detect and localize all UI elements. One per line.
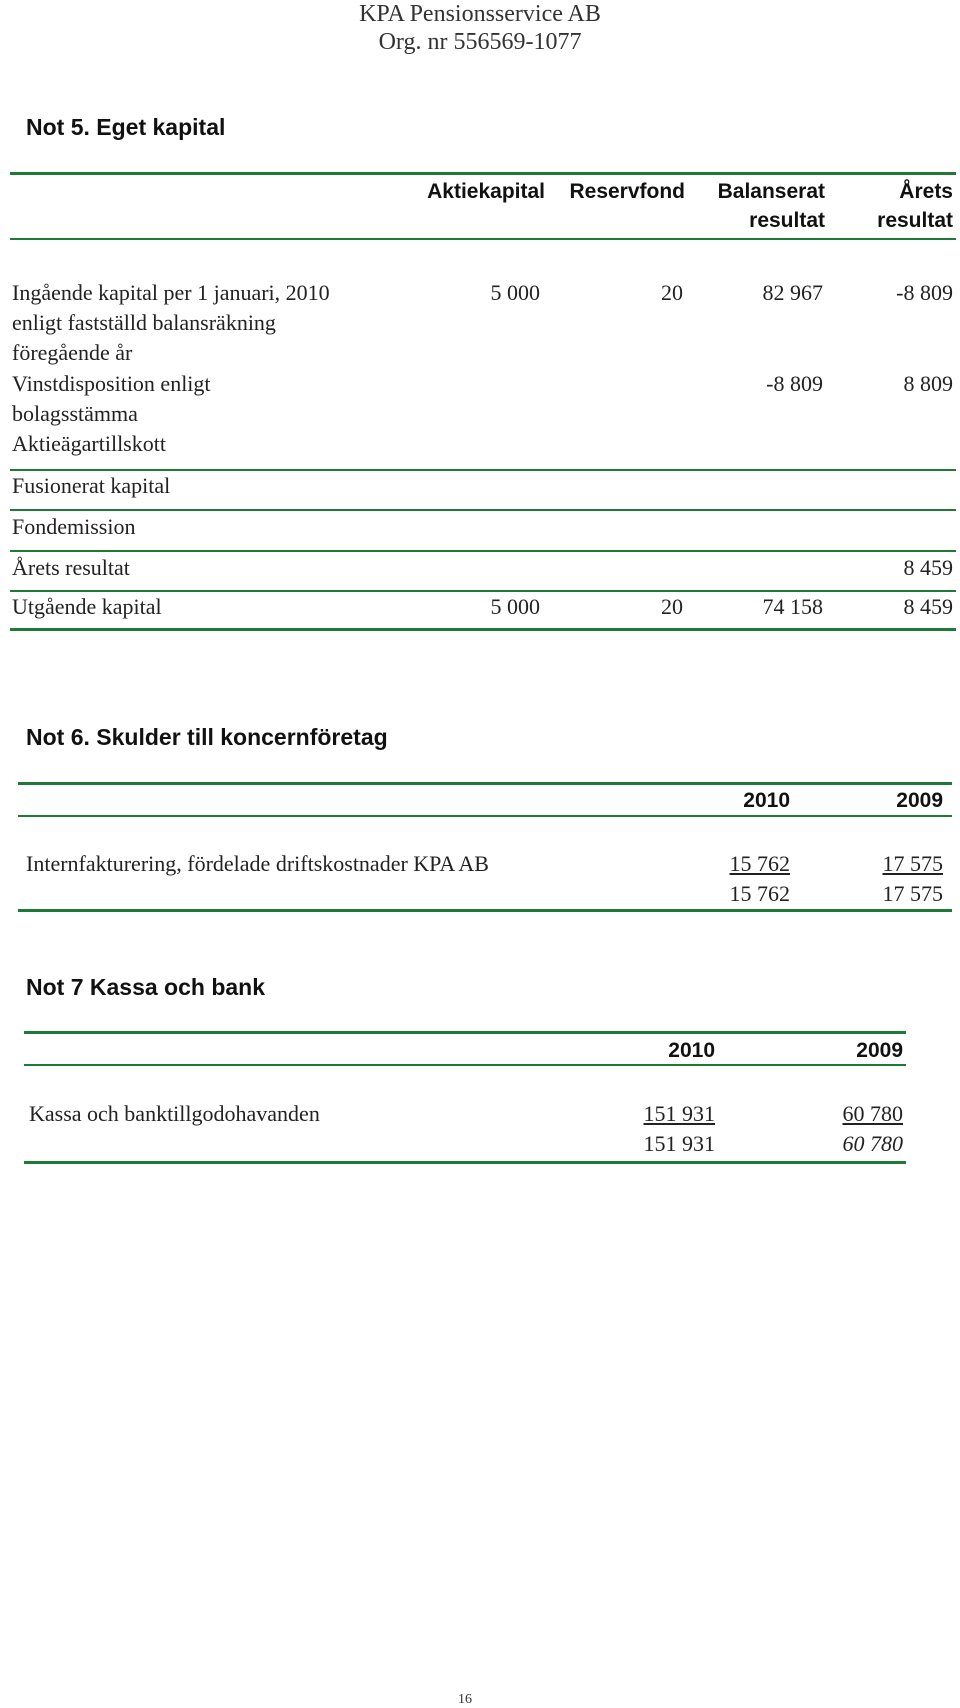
note6-row-2009: 17 575 bbox=[882, 851, 943, 876]
note6-row-2010: 15 762 bbox=[729, 851, 790, 876]
row-fusionerat-label: Fusionerat kapital bbox=[12, 473, 171, 498]
note7-row-label: Kassa och banktillgodohavanden bbox=[29, 1101, 320, 1126]
note5-header-rule bbox=[10, 238, 956, 240]
row-ingaende-label-3: föregående år bbox=[12, 340, 133, 365]
row-utgaende-aktiekapital: 5 000 bbox=[490, 594, 540, 619]
row-arets-resultat-label: Årets resultat bbox=[12, 555, 130, 580]
note6-row-label: Internfakturering, fördelade driftskostnader KPA AB bbox=[26, 851, 489, 876]
note6-col-2009: 2009 bbox=[896, 789, 943, 812]
org-number: Org. nr 556569-1077 bbox=[378, 29, 582, 55]
note5-row-rule bbox=[10, 509, 956, 511]
row-ingaende-label-2: enligt fastställd balansräkning bbox=[12, 310, 276, 335]
row-vinstdisposition-label-1: Vinstdisposition enligt bbox=[12, 371, 211, 396]
note6-bottom-rule bbox=[18, 909, 952, 912]
note5-bottom-rule bbox=[10, 628, 956, 631]
note7-col-2009: 2009 bbox=[856, 1039, 903, 1062]
row-utgaende-balanserat: 74 158 bbox=[762, 594, 823, 619]
col-aktiekapital: Aktiekapital bbox=[427, 180, 545, 203]
note5-top-rule bbox=[10, 172, 956, 175]
note5-title: Not 5. Eget kapital bbox=[26, 114, 226, 140]
row-utgaende-arets: 8 459 bbox=[903, 594, 953, 619]
note6-top-rule bbox=[18, 782, 952, 785]
col-arets-line2: resultat bbox=[877, 209, 953, 232]
row-ingaende-arets: -8 809 bbox=[896, 280, 953, 305]
note5-row-rule bbox=[10, 550, 956, 552]
note6-total-2009: 17 575 bbox=[882, 881, 943, 906]
row-arets-resultat-arets: 8 459 bbox=[903, 555, 953, 580]
row-ingaende-aktiekapital: 5 000 bbox=[490, 280, 540, 305]
note6-header-rule bbox=[18, 815, 952, 817]
note6-title: Not 6. Skulder till koncernföretag bbox=[26, 724, 388, 750]
note7-total-2009: 60 780 bbox=[842, 1131, 903, 1156]
note7-title: Not 7 Kassa och bank bbox=[26, 974, 266, 1000]
note6-col-2010: 2010 bbox=[743, 789, 790, 812]
row-fondemission-label: Fondemission bbox=[12, 514, 136, 539]
page-number: 16 bbox=[458, 1692, 472, 1707]
col-arets-line1: Årets bbox=[899, 180, 953, 203]
note7-total-2010: 151 931 bbox=[643, 1131, 715, 1156]
row-aktieagartillskott-label: Aktieägartillskott bbox=[12, 431, 166, 456]
note7-header-rule bbox=[24, 1064, 906, 1066]
row-ingaende-reservfond: 20 bbox=[661, 280, 683, 305]
note7-top-rule bbox=[24, 1031, 906, 1034]
note6-total-2010: 15 762 bbox=[729, 881, 790, 906]
note7-row-2010: 151 931 bbox=[643, 1101, 715, 1126]
row-vinstdisposition-arets: 8 809 bbox=[903, 371, 953, 396]
row-ingaende-label-1: Ingående kapital per 1 januari, 2010 bbox=[12, 280, 330, 305]
col-balanserat-line1: Balanserat bbox=[717, 180, 825, 203]
note7-col-2010: 2010 bbox=[668, 1039, 715, 1062]
row-utgaende-reservfond: 20 bbox=[661, 594, 683, 619]
col-balanserat-line2: resultat bbox=[749, 209, 825, 232]
company-name: KPA Pensionsservice AB bbox=[359, 1, 601, 27]
row-ingaende-balanserat: 82 967 bbox=[762, 280, 823, 305]
row-vinstdisposition-balanserat: -8 809 bbox=[766, 371, 823, 396]
col-reservfond: Reservfond bbox=[569, 180, 685, 203]
row-vinstdisposition-label-2: bolagsstämma bbox=[12, 401, 138, 426]
note7-bottom-rule bbox=[24, 1161, 906, 1164]
row-utgaende-label: Utgående kapital bbox=[12, 594, 162, 619]
note7-row-2009: 60 780 bbox=[842, 1101, 903, 1126]
